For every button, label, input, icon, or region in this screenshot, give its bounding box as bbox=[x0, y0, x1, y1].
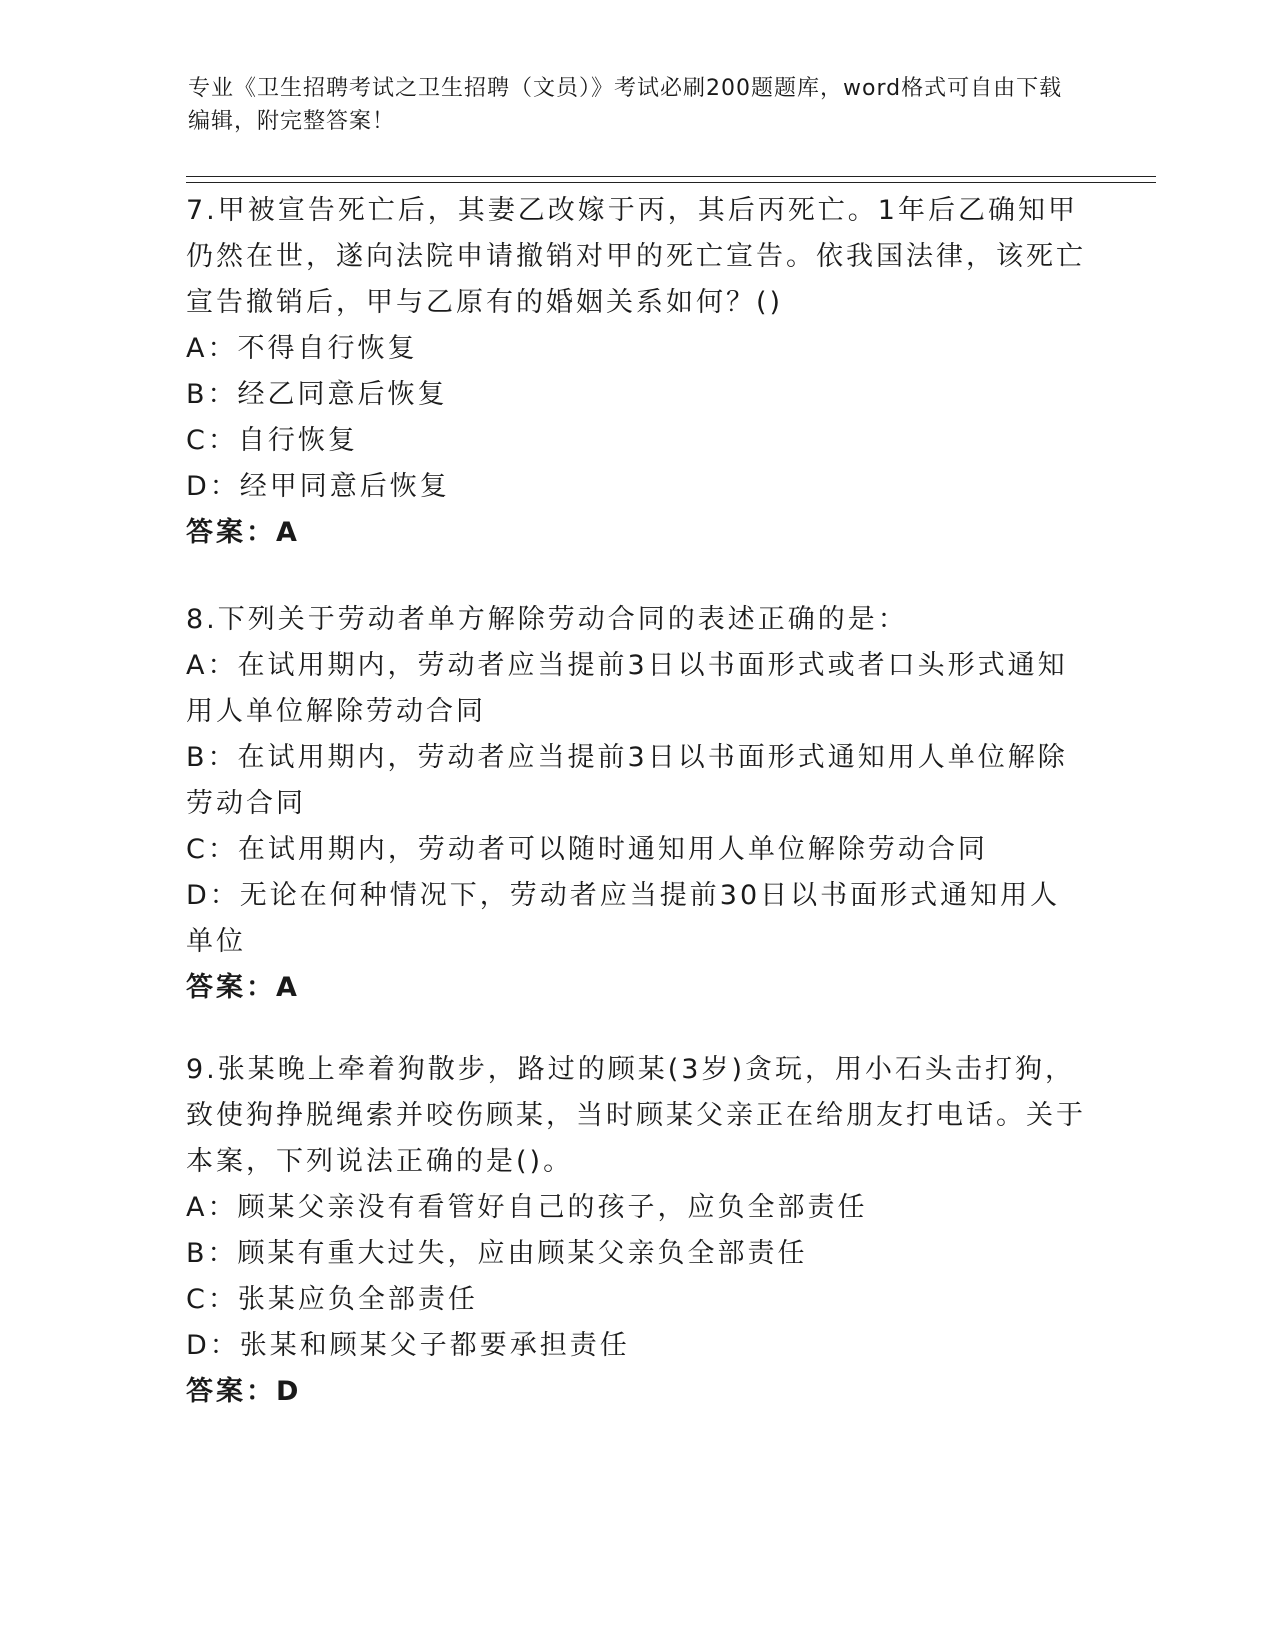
header-divider-top bbox=[186, 176, 1156, 177]
option-b: B：经乙同意后恢复 bbox=[186, 379, 448, 410]
question-text: 7.甲被宣告死亡后，其妻乙改嫁于丙，其后丙死亡。1年后乙确知甲仍然在世，遂向法院申请撤销对甲的死亡宣告。依我国法律，该死亡宣告撤销后，甲与乙原有的婚姻关系如何？() bbox=[186, 195, 1086, 318]
answer-label: 答案：A bbox=[186, 972, 300, 1003]
option-d: D：无论在何种情况下，劳动者应当提前30日以书面形式通知用人单位 bbox=[186, 880, 1061, 957]
option-d: D：经甲同意后恢复 bbox=[186, 471, 450, 502]
question-text: 8.下列关于劳动者单方解除劳动合同的表述正确的是： bbox=[186, 604, 908, 635]
option-a: A：不得自行恢复 bbox=[186, 333, 418, 364]
option-c: C：自行恢复 bbox=[186, 425, 358, 456]
option-c: C：在试用期内，劳动者可以随时通知用人单位解除劳动合同 bbox=[186, 834, 988, 865]
answer-label: 答案：D bbox=[186, 1376, 302, 1407]
answer-label: 答案：A bbox=[186, 517, 300, 548]
option-c: C：张某应负全部责任 bbox=[186, 1284, 478, 1315]
option-d: D：张某和顾某父子都要承担责任 bbox=[186, 1330, 630, 1361]
question-item bbox=[186, 188, 1086, 556]
option-b: B：在试用期内，劳动者应当提前3日以书面形式通知用人单位解除劳动合同 bbox=[186, 742, 1068, 819]
question-item bbox=[186, 597, 1086, 1011]
header-divider-bottom bbox=[186, 182, 1156, 183]
option-a: A：顾某父亲没有看管好自己的孩子，应负全部责任 bbox=[186, 1192, 868, 1223]
option-a: A：在试用期内，劳动者应当提前3日以书面形式或者口头形式通知用人单位解除劳动合同 bbox=[186, 650, 1068, 727]
question-text: 9.张某晚上牵着狗散步，路过的顾某(3岁)贪玩，用小石头击打狗，致使狗挣脱绳索并咬伤顾某，当时顾某父亲正在给朋友打电话。关于本案，下列说法正确的是()。 bbox=[186, 1054, 1086, 1177]
question-item bbox=[186, 1047, 1086, 1415]
option-b: B：顾某有重大过失，应由顾某父亲负全部责任 bbox=[186, 1238, 808, 1269]
document-header: 专业《卫生招聘考试之卫生招聘（文员）》考试必刷200题题库，word格式可自由下载编辑，附完整答案！ bbox=[188, 76, 1063, 134]
